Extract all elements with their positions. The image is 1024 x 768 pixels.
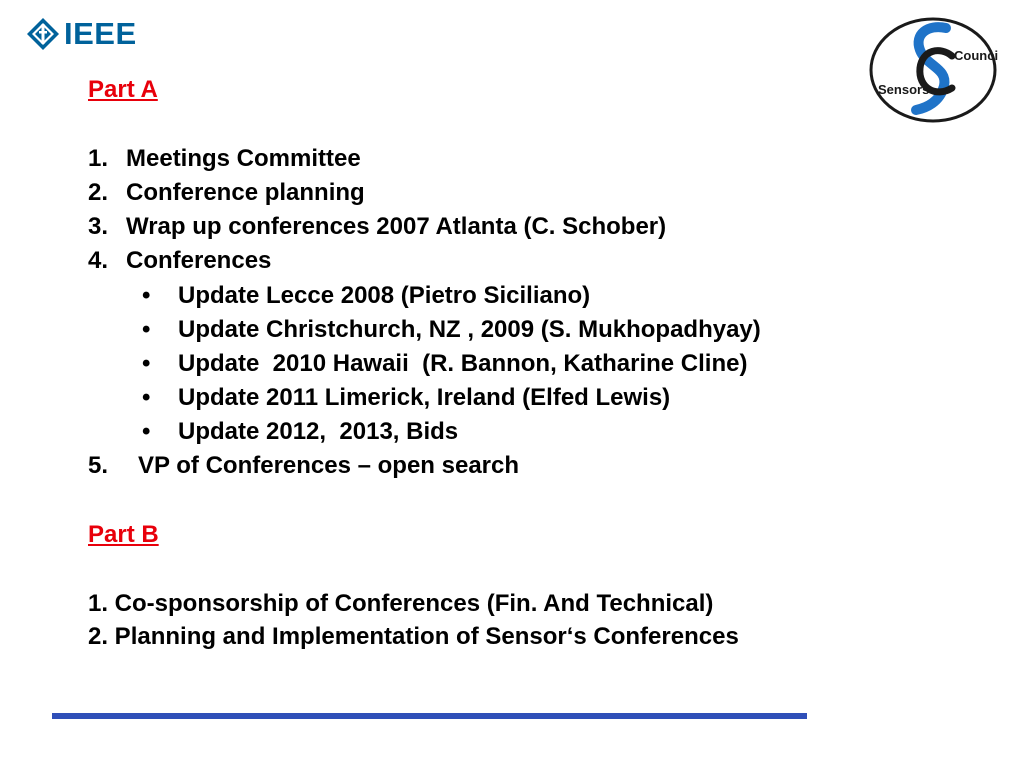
- sensors-logo-text: Sensors: [878, 82, 930, 97]
- sensors-council-logo: [868, 16, 998, 124]
- conference-bullet: [142, 282, 590, 310]
- agenda-item-3: [88, 213, 666, 241]
- bullet-icon: •: [142, 316, 151, 343]
- bullet-icon: •: [142, 384, 151, 411]
- agenda-item-5: [88, 452, 519, 480]
- agenda-item-number: 2.: [88, 179, 109, 206]
- agenda-item-text: Conference planning: [126, 179, 365, 206]
- agenda-item-number: 1.: [88, 145, 109, 172]
- conference-bullet-text: Update Lecce 2008 (Pietro Siciliano): [178, 282, 591, 309]
- conference-bullet: [142, 350, 747, 378]
- ieee-logo: [26, 14, 137, 54]
- part-b-item-2: 2. Planning and Implementation of Sensor‘s Conferences: [88, 623, 739, 650]
- agenda-item-text: Meetings Committee: [126, 145, 361, 172]
- conference-bullet-text: Update 2010 Hawaii (R. Bannon, Katharine Cline): [178, 350, 748, 377]
- part-b-item-1: 1. Co-sponsorship of Conferences (Fin. And Technical): [88, 590, 714, 617]
- ieee-diamond-icon: [26, 17, 60, 51]
- conference-bullet-text: Update Christchurch, NZ , 2009 (S. Mukhopadhyay): [178, 316, 761, 343]
- bullet-icon: •: [142, 282, 151, 309]
- agenda-item-text: Conferences: [126, 247, 272, 274]
- part-a-heading: Part A: [88, 76, 158, 103]
- agenda-item-number: 5.: [88, 452, 109, 479]
- council-logo-text: Council: [954, 48, 998, 63]
- footer-divider-bar: [52, 713, 807, 719]
- agenda-item-1: [88, 145, 361, 173]
- conference-bullet: [142, 384, 670, 412]
- conference-bullet: [142, 418, 458, 446]
- agenda-item-text: Wrap up conferences 2007 Atlanta (C. Schober): [126, 213, 667, 240]
- agenda-item-2: [88, 179, 365, 207]
- conference-bullet: [142, 316, 761, 344]
- conference-bullet-text: Update 2011 Limerick, Ireland (Elfed Lewis): [178, 384, 671, 411]
- agenda-item-number: 3.: [88, 213, 109, 240]
- part-b-heading: Part B: [88, 521, 159, 548]
- conference-bullet-text: Update 2012, 2013, Bids: [178, 418, 459, 445]
- agenda-item-4: [88, 247, 271, 275]
- agenda-item-number: 4.: [88, 247, 109, 274]
- bullet-icon: •: [142, 350, 151, 377]
- agenda-item-text: VP of Conferences – open search: [138, 452, 520, 479]
- ieee-logo-text: IEEE: [64, 16, 137, 51]
- bullet-icon: •: [142, 418, 151, 445]
